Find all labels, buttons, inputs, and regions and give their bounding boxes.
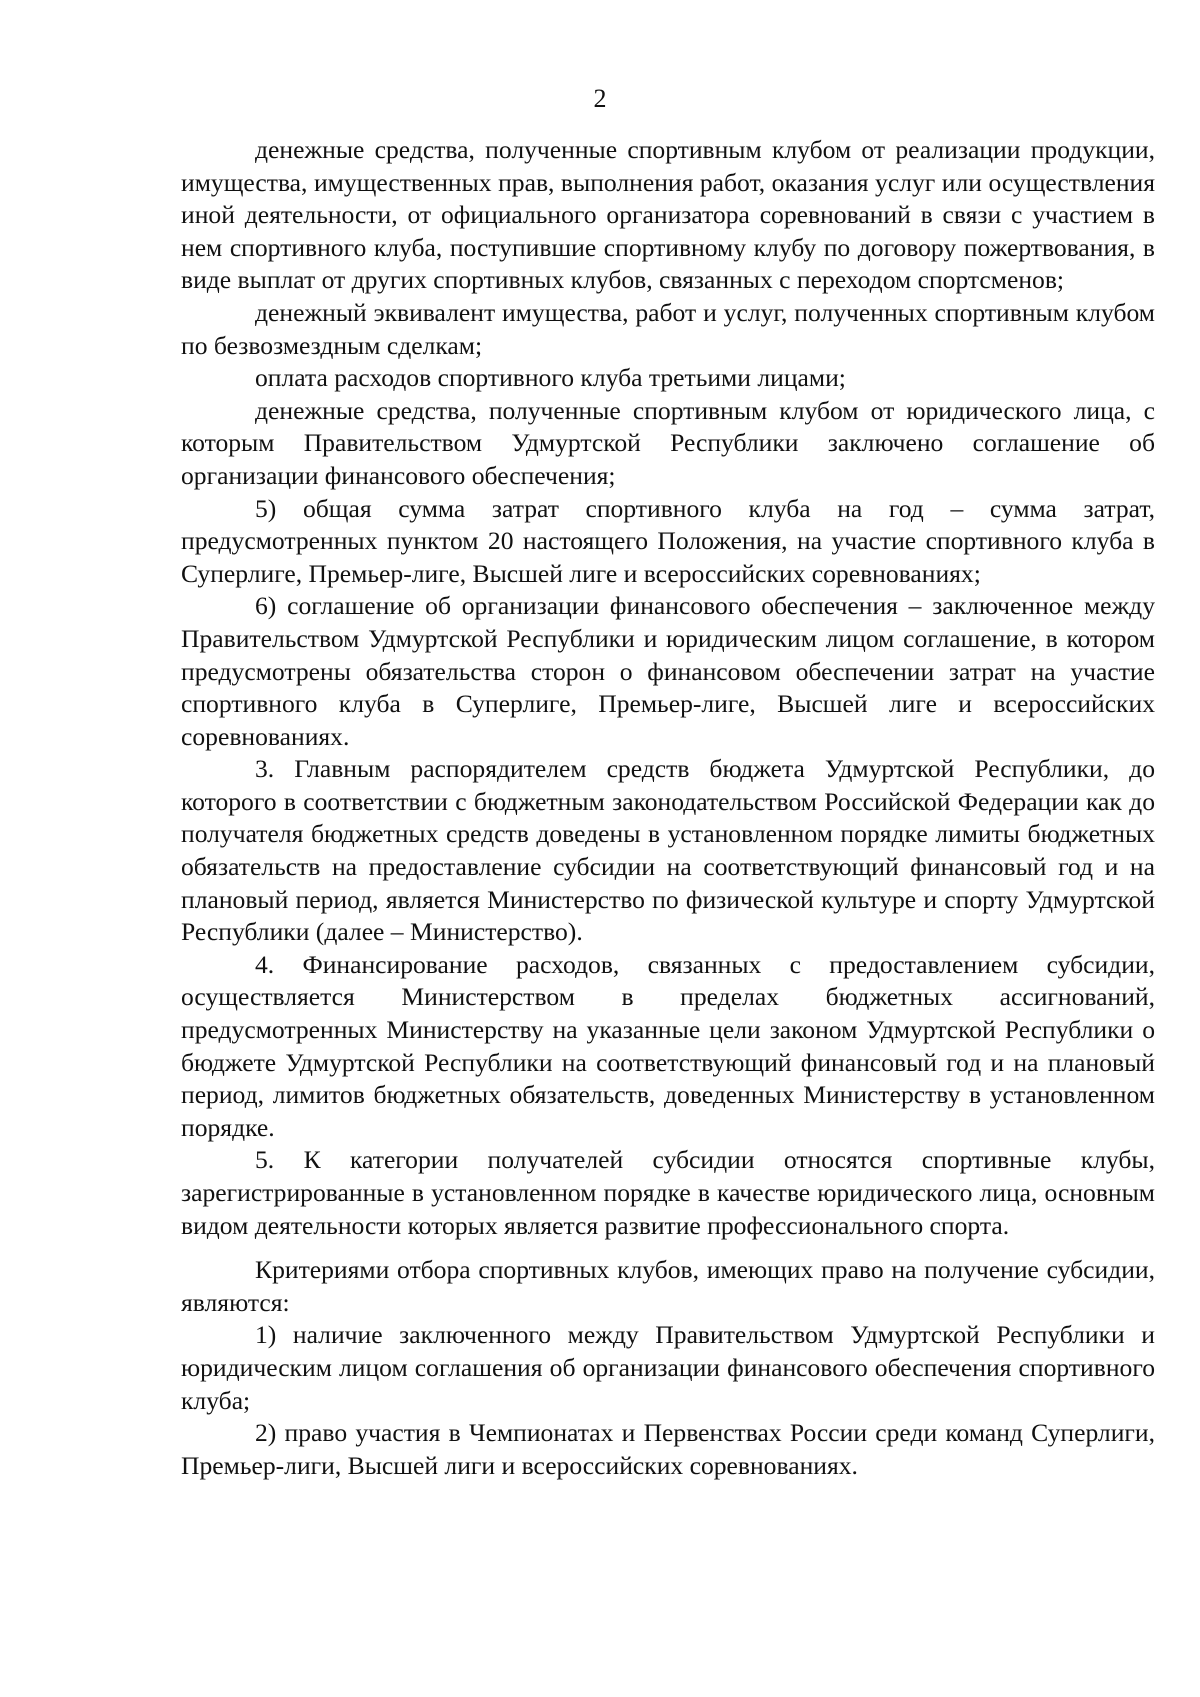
paragraph-criterion-2: 2) право участия в Чемпионатах и Первенствах России среди команд Суперлиги, Премьер-лиги, Высшей лиги и всероссийских соревнованиях.: [181, 1418, 1155, 1480]
paragraph-section-5-recipients: 5. К категории получателей субсидии относятся спортивные клубы, зарегистрированные в установленном порядке в качестве юридического лица, основным видом деятельности которых является развитие профессионального спорта.: [181, 1145, 1155, 1240]
paragraph-item-5-total-costs: 5) общая сумма затрат спортивного клуба на год – сумма затрат, предусмотренных пунктом 20 настоящего Положения, на участие спортивного клуба в Суперлиге, Премьер-лиге, Высшей лиге и всероссийских соревнованиях;: [181, 493, 1155, 588]
document-body: [181, 134, 1155, 1482]
paragraph-monetary-equivalent: денежный эквивалент имущества, работ и услуг, полученных спортивным клубом по безвозмездным сделкам;: [181, 297, 1155, 360]
paragraph-section-3-main-administrator: 3. Главным распорядителем средств бюджета Удмуртской Республики, до которого в соответствии с бюджетным законодательством Российской Федерации как до получателя бюджетных средств доведены в установленном порядке лимиты бюджетных обязательств на предоставление субсидии на соответствующий финансовый год и на плановый период, является Министерство по физической культуре и спорту Удмуртской Республики (далее – Министерство).: [181, 754, 1155, 947]
paragraph-funds-received: денежные средства, полученные спортивным клубом от реализации продукции, имущества, имущественных прав, выполнения работ, оказания услуг или осуществления иной деятельности, от официального организатора соревнований в связи с участием в нем спортивного клуба, поступившие спортивному клубу по договору пожертвования, в виде выплат от других спортивных клубов, связанных с переходом спортсменов;: [181, 135, 1155, 295]
paragraph-selection-criteria: Критериями отбора спортивных клубов, имеющих право на получение субсидии, являются:: [181, 1255, 1155, 1317]
paragraph-item-6-agreement: 6) соглашение об организации финансового обеспечения – заключенное между Правительством Удмуртской Республики и юридическим лицом соглашение, в котором предусмотрены обязательства сторон о финансовом обеспечении затрат на участие спортивного клуба в Суперлиге, Премьер-лиге, Высшей лиге и всероссийских соревнованиях.: [181, 591, 1155, 751]
page-number: 2: [593, 84, 607, 113]
paragraph-section-4-financing: 4. Финансирование расходов, связанных с предоставлением субсидии, осуществляется Министерством в пределах бюджетных ассигнований, предусмотренных Министерству на указанные цели законом Удмуртской Республики о бюджете Удмуртской Республики на соответствующий финансовый год и на плановый период, лимитов бюджетных обязательств, доведенных Министерству в установленном порядке.: [181, 949, 1155, 1142]
paragraph-third-party-payment: оплата расходов спортивного клуба третьими лицами;: [255, 363, 846, 393]
paragraph-criterion-1: 1) наличие заключенного между Правительством Удмуртской Республики и юридическим лицом соглашения об организации финансового обеспечения спортивного клуба;: [181, 1320, 1155, 1415]
paragraph-legal-entity-funds: денежные средства, полученные спортивным клубом от юридического лица, с которым Правительством Удмуртской Республики заключено соглашение об организации финансового обеспечения;: [181, 395, 1155, 490]
paragraph-gap: [181, 1242, 1155, 1254]
